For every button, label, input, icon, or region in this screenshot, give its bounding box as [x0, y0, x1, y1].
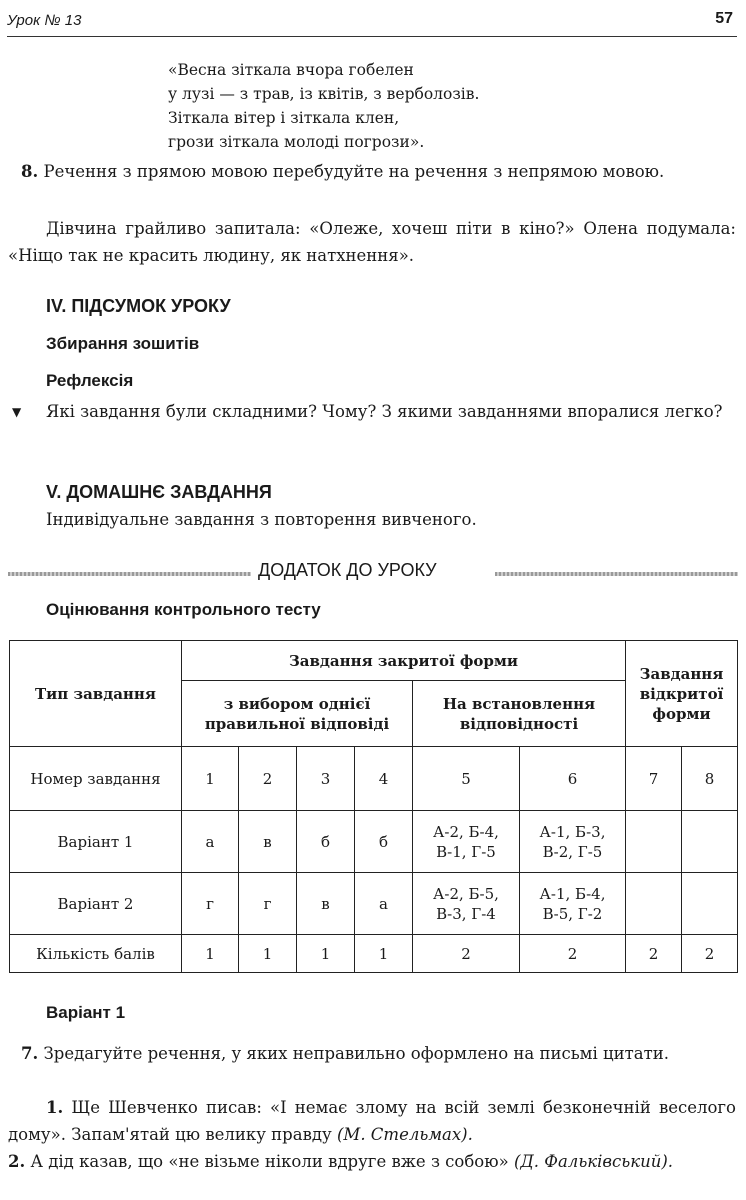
- sentence-number: 2.: [8, 1152, 26, 1171]
- section-5-title: V. ДОМАШНЄ ЗАВДАННЯ: [46, 482, 272, 502]
- table-cell: [626, 811, 682, 873]
- divider: [8, 572, 251, 576]
- bullet-icon: ▼: [12, 405, 22, 419]
- table-cell: А-2, Б-4, В-1, Г-5: [413, 811, 520, 873]
- task-number: 8.: [21, 162, 39, 181]
- table-cell: б: [297, 811, 355, 873]
- appendix-title: ДОДАТОК ДО УРОКУ: [258, 560, 437, 580]
- closed-form-header: Завдання закритої форми: [182, 641, 626, 681]
- matching-header: На встановлення відповідності: [413, 681, 626, 747]
- poem-line: Зіткала вітер і зіткала клен,: [168, 109, 400, 127]
- table-cell: 4: [355, 747, 413, 811]
- section-4-title: IV. ПІДСУМОК УРОКУ: [46, 296, 231, 316]
- test-grading-heading: Оцінювання контрольного тесту: [46, 600, 321, 619]
- table-row: [10, 935, 738, 973]
- row-label: Варіант 1: [10, 811, 182, 873]
- sentence-1: [8, 1094, 736, 1175]
- table-cell: [682, 873, 738, 935]
- task-text: Зредагуйте речення, у яких неправильно оформлено на письмі цитати.: [43, 1044, 669, 1063]
- row-label: Варіант 2: [10, 873, 182, 935]
- table-cell: а: [182, 811, 239, 873]
- sentence-author: (Д. Фальківський).: [513, 1152, 674, 1171]
- page-number: 57: [715, 10, 733, 27]
- table-cell: 1: [182, 935, 239, 973]
- table-cell: А-1, Б-3, В-2, Г-5: [520, 811, 626, 873]
- table-cell: [682, 811, 738, 873]
- reflection-question: Які завдання були складними? Чому? З якими завданнями впоралися легко?: [46, 402, 723, 421]
- sentence-text: А дід казав, що «не візьме ніколи вдруге вже з собою»: [30, 1152, 509, 1171]
- poem-quote: [168, 58, 479, 154]
- table-cell: 5: [413, 747, 520, 811]
- table-cell: в: [239, 811, 297, 873]
- poem-line: «Весна зіткала вчора гобелен: [168, 61, 414, 79]
- table-cell: 2: [239, 747, 297, 811]
- row-label: Кількість балів: [10, 935, 182, 973]
- table-cell: 3: [297, 747, 355, 811]
- task-text: Речення з прямою мовою перебудуйте на речення з непрямою мовою.: [43, 162, 665, 181]
- table-cell: 8: [682, 747, 738, 811]
- table-cell: а: [355, 873, 413, 935]
- table-cell: 2: [520, 935, 626, 973]
- sentence-author: (М. Стельмах).: [336, 1125, 473, 1144]
- row-label: Номер завдання: [10, 747, 182, 811]
- table-row: [10, 747, 738, 811]
- table-cell: А-1, Б-4, В-5, Г-2: [520, 873, 626, 935]
- reflection-heading: Рефлексія: [46, 371, 134, 390]
- table-cell: 2: [413, 935, 520, 973]
- divider: [495, 572, 738, 576]
- table-cell: г: [182, 873, 239, 935]
- task-number: 7.: [21, 1044, 39, 1063]
- poem-line: грози зіткала молоді погрози».: [168, 133, 425, 151]
- table-cell: 1: [239, 935, 297, 973]
- table-cell: 1: [182, 747, 239, 811]
- table-cell: 7: [626, 747, 682, 811]
- poem-line: у лузі — з трав, із квітів, з верболозів.: [168, 85, 480, 103]
- table-cell: А-2, Б-5, В-3, Г-4: [413, 873, 520, 935]
- lesson-label: Урок № 13: [7, 12, 82, 29]
- table-cell: 1: [297, 935, 355, 973]
- table-cell: 2: [682, 935, 738, 973]
- table-cell: 6: [520, 747, 626, 811]
- appendix-banner: [0, 560, 746, 586]
- task-8: [21, 158, 736, 185]
- task-type-header: Тип завдання: [10, 641, 182, 747]
- homework-text: Індивідуальне завдання з повторення вивченого.: [46, 510, 477, 529]
- collect-notebooks-heading: Збирання зошитів: [46, 334, 200, 353]
- task-8-example: Дівчина грайливо запитала: «Олеже, хочеш піти в кіно?» Олена подумала: «Ніщо так не красить людину, як натхнення».: [8, 219, 736, 265]
- table-cell: б: [355, 811, 413, 873]
- sentence-number: 1.: [46, 1098, 64, 1117]
- table-row: [10, 811, 738, 873]
- variant-1-heading: Варіант 1: [46, 1003, 126, 1022]
- table-cell: [626, 873, 682, 935]
- page-header: [7, 10, 737, 37]
- table-cell: 2: [626, 935, 682, 973]
- table-row: [10, 873, 738, 935]
- table-cell: 1: [355, 935, 413, 973]
- task-7: [21, 1040, 736, 1067]
- grading-table: [9, 640, 738, 973]
- single-choice-header: з вибором однієї правильної відповіді: [182, 681, 413, 747]
- sentence-text: Ще Шевченко писав: «І немає злому на всій землі безконечній веселого дому». Запам'ятай цю велику правду: [8, 1098, 736, 1144]
- open-form-header: Завдання відкритої форми: [626, 641, 738, 747]
- table-cell: в: [297, 873, 355, 935]
- table-cell: г: [239, 873, 297, 935]
